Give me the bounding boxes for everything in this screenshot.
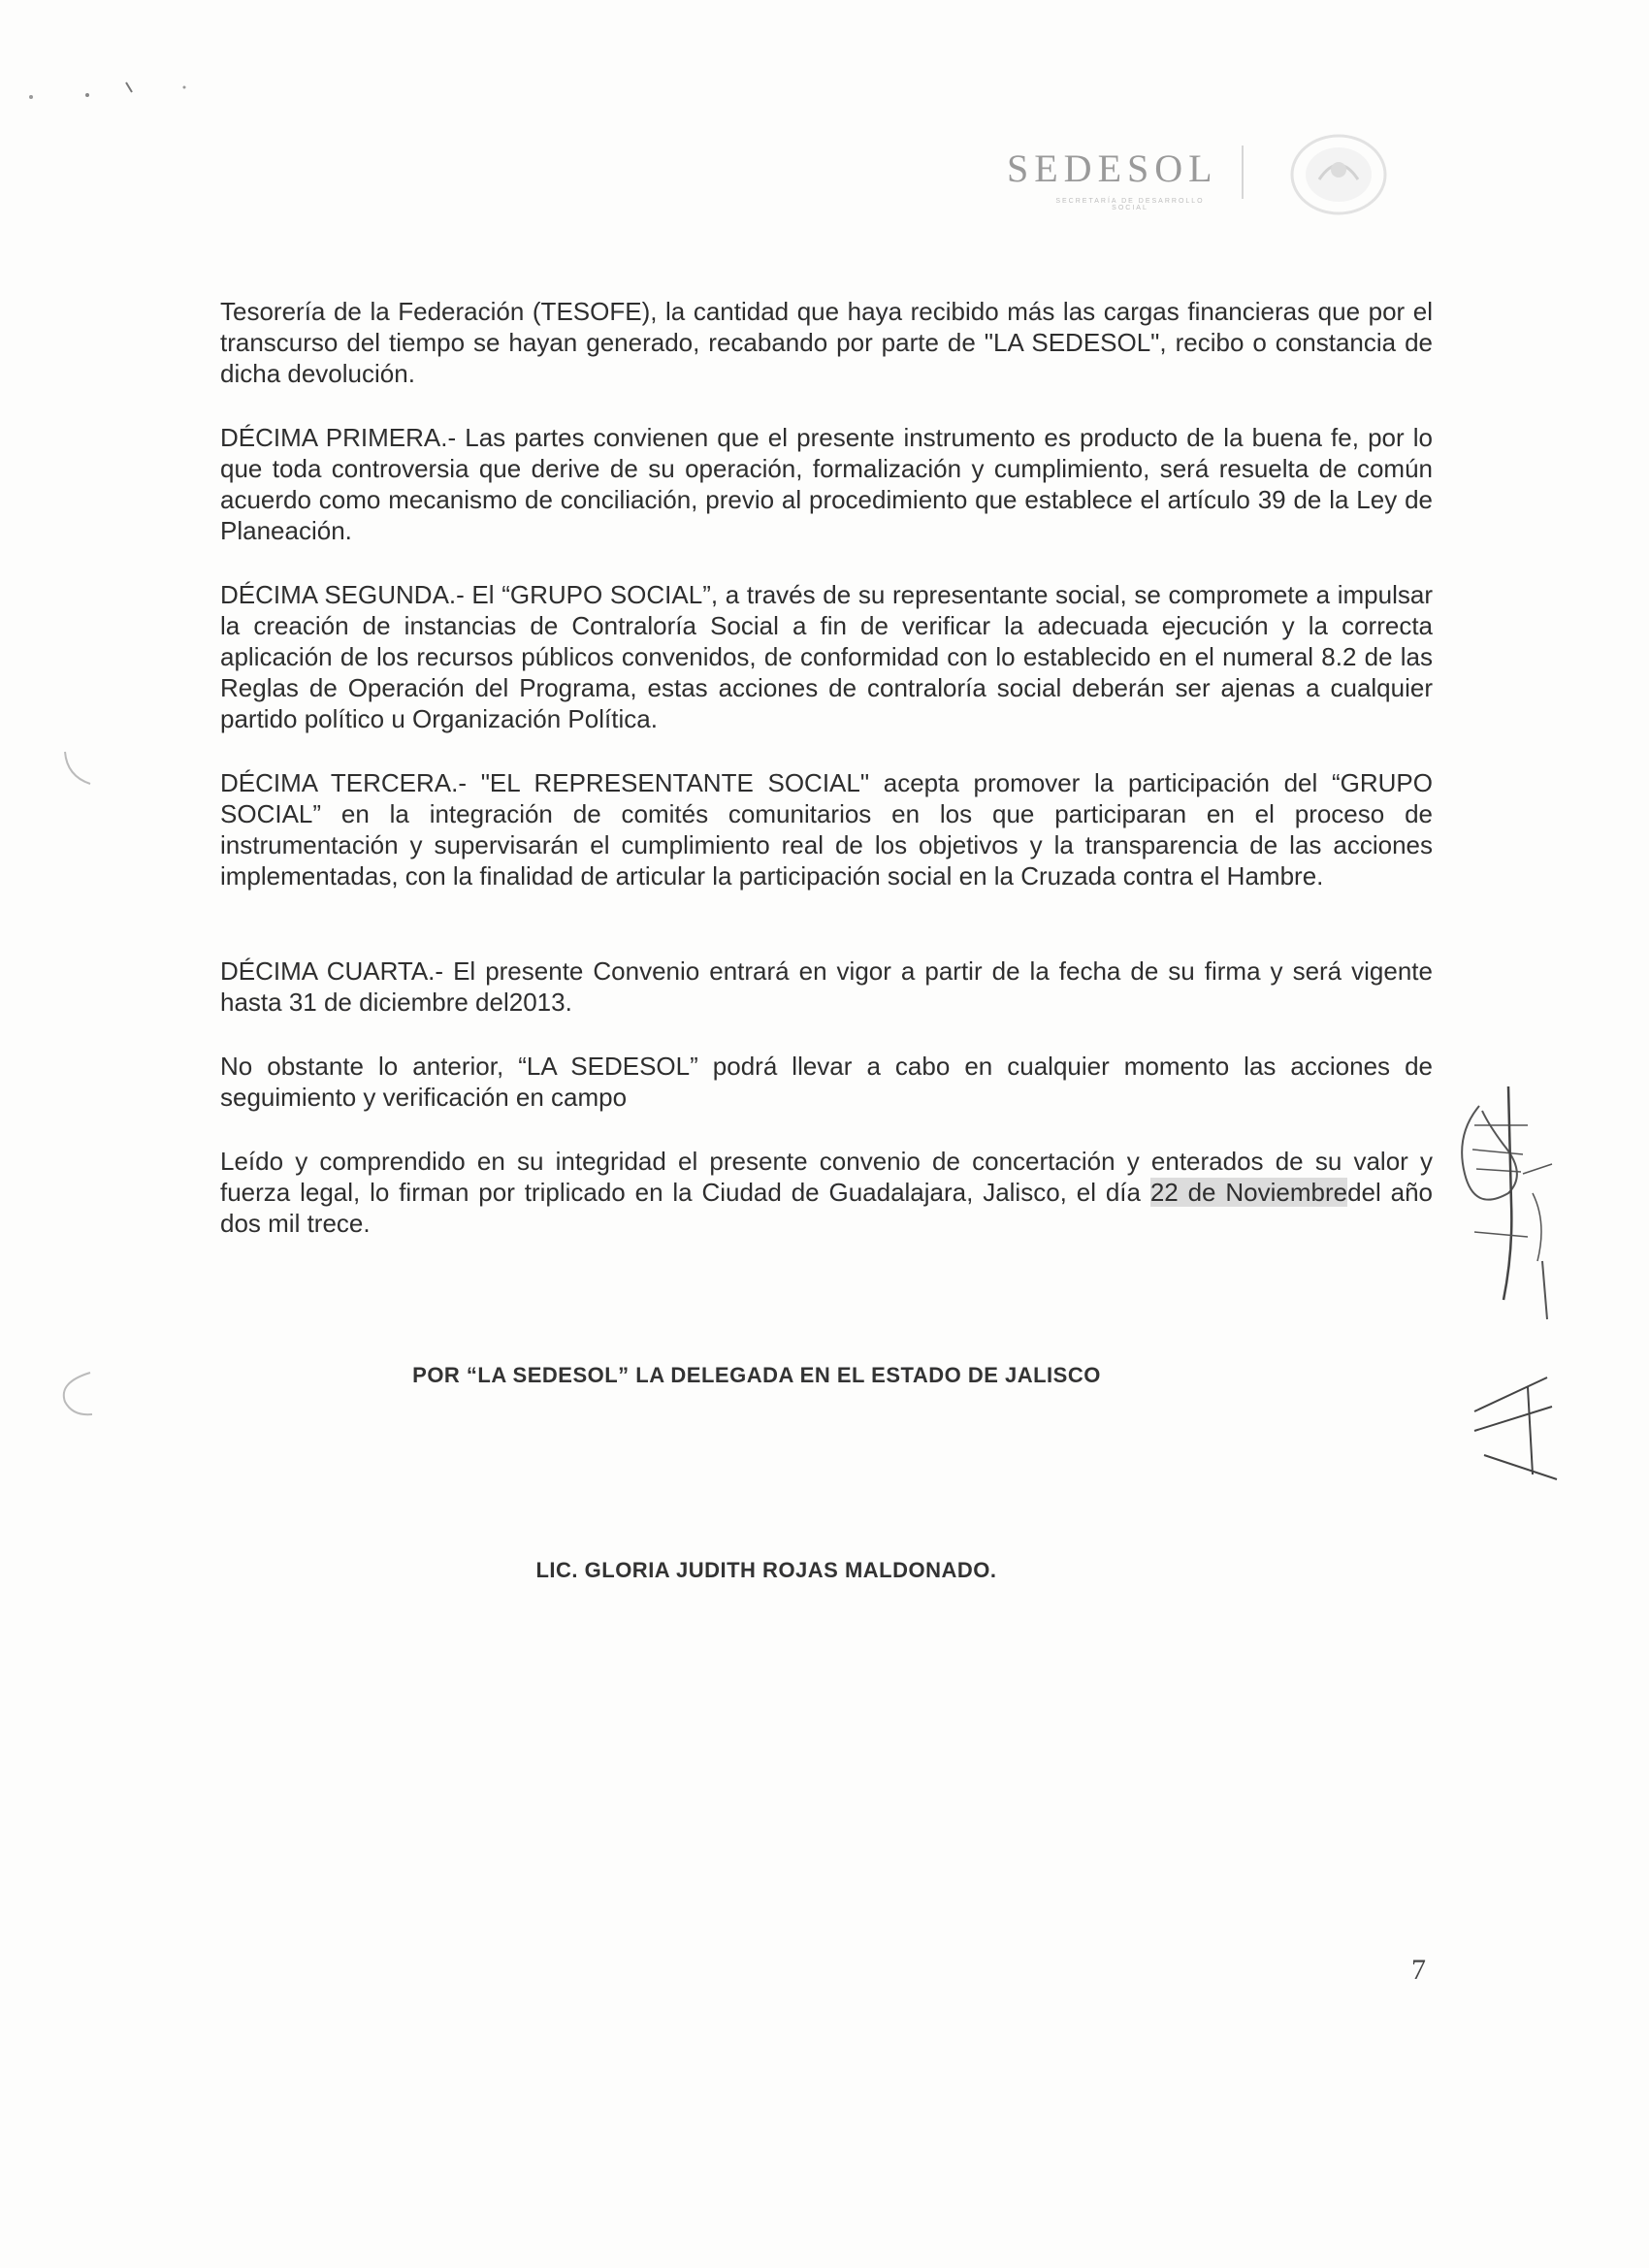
closing-text-before: Leído y comprendido en su integridad el presente convenio de concertación y enterados de su valor y fuerza legal, lo firman por triplicado en la Ciudad de Guadalajara, Jalisco, el día	[220, 1147, 1433, 1207]
clause-decima-segunda: DÉCIMA SEGUNDA.- El “GRUPO SOCIAL”, a través de su representante social, se compromete a impulsar la creación de instancias de Contraloría Social a fin de verificar la adecuada ejecución y la correcta aplicación de los recursos públicos convenidos, de conformidad con lo establecido en el numeral 8.2 de las Reglas de Operación del Programa, estas acciones de contraloría social deberán ser ajenas a cualquier partido político u Organización Política.	[220, 580, 1433, 733]
paragraph-tesofe: Tesorería de la Federación (TESOFE), la cantidad que haya recibido más las cargas financieras que por el transcurso del tiempo se hayan generado, recabando por parte de "LA SEDESOL", recibo o constancia de dicha devolución.	[220, 297, 1433, 388]
closing-text-after: del año dos mil trece.	[220, 1178, 1433, 1238]
coat-of-arms-seal-icon	[1261, 126, 1406, 218]
paragraph-closing	[220, 1146, 1433, 1239]
clause-decima-cuarta: DÉCIMA CUARTA.- El presente Convenio entrará en vigor a partir de la fecha de su firma y será vigente hasta 31 de diciembre del2013.	[220, 956, 1433, 1017]
page-number: 7	[1411, 1954, 1426, 1986]
paragraph-no-obstante: No obstante lo anterior, “LA SEDESOL” podrá llevar a cabo en cualquier momento las acciones de seguimiento y verificación en campo	[220, 1052, 1433, 1112]
clause-decima-tercera: DÉCIMA TERCERA.- "EL REPRESENTANTE SOCIAL" acepta promover la participación del “GRUPO SOCIAL” en la integración de comités comunitarios en los que participaran en el proceso de instrumentación y supervisarán el cumplimiento real de los objetivos y la transparencia de las acciones implementadas, con la finalidad de articular la participación social en la Cruzada contra el Hambre.	[220, 768, 1433, 891]
punch-hole-mark-icon	[53, 747, 112, 805]
logo-subtitle: SECRETARÍA DE DESARROLLO SOCIAL	[1055, 198, 1205, 211]
highlighted-date: 22 de Noviembre	[1149, 1178, 1348, 1207]
punch-hole-mark-icon	[53, 1368, 112, 1426]
clause-decima-primera: DÉCIMA PRIMERA.- Las partes convienen que el presente instrumento es producto de la buena fe, por lo que toda controversia que derive de su operación, formalización y cumplimiento, será resuelta de común acuerdo como mecanismo de conciliación, previo al procedimiento que establece el artículo 39 de la Ley de Planeación.	[220, 423, 1433, 545]
scan-speck-marks	[19, 58, 194, 116]
logo-divider	[1242, 146, 1244, 199]
margin-signature-icon	[1436, 1067, 1591, 1513]
logo-text: SEDESOL	[1007, 146, 1218, 190]
signatory-name: LIC. GLORIA JUDITH ROJAS MALDONADO.	[535, 1558, 997, 1582]
document-body	[220, 296, 1433, 1272]
signature-organization-line: POR “LA SEDESOL” LA DELEGADA EN EL ESTADO DE JALISCO	[412, 1363, 1101, 1387]
sedesol-header-logo	[999, 116, 1406, 223]
